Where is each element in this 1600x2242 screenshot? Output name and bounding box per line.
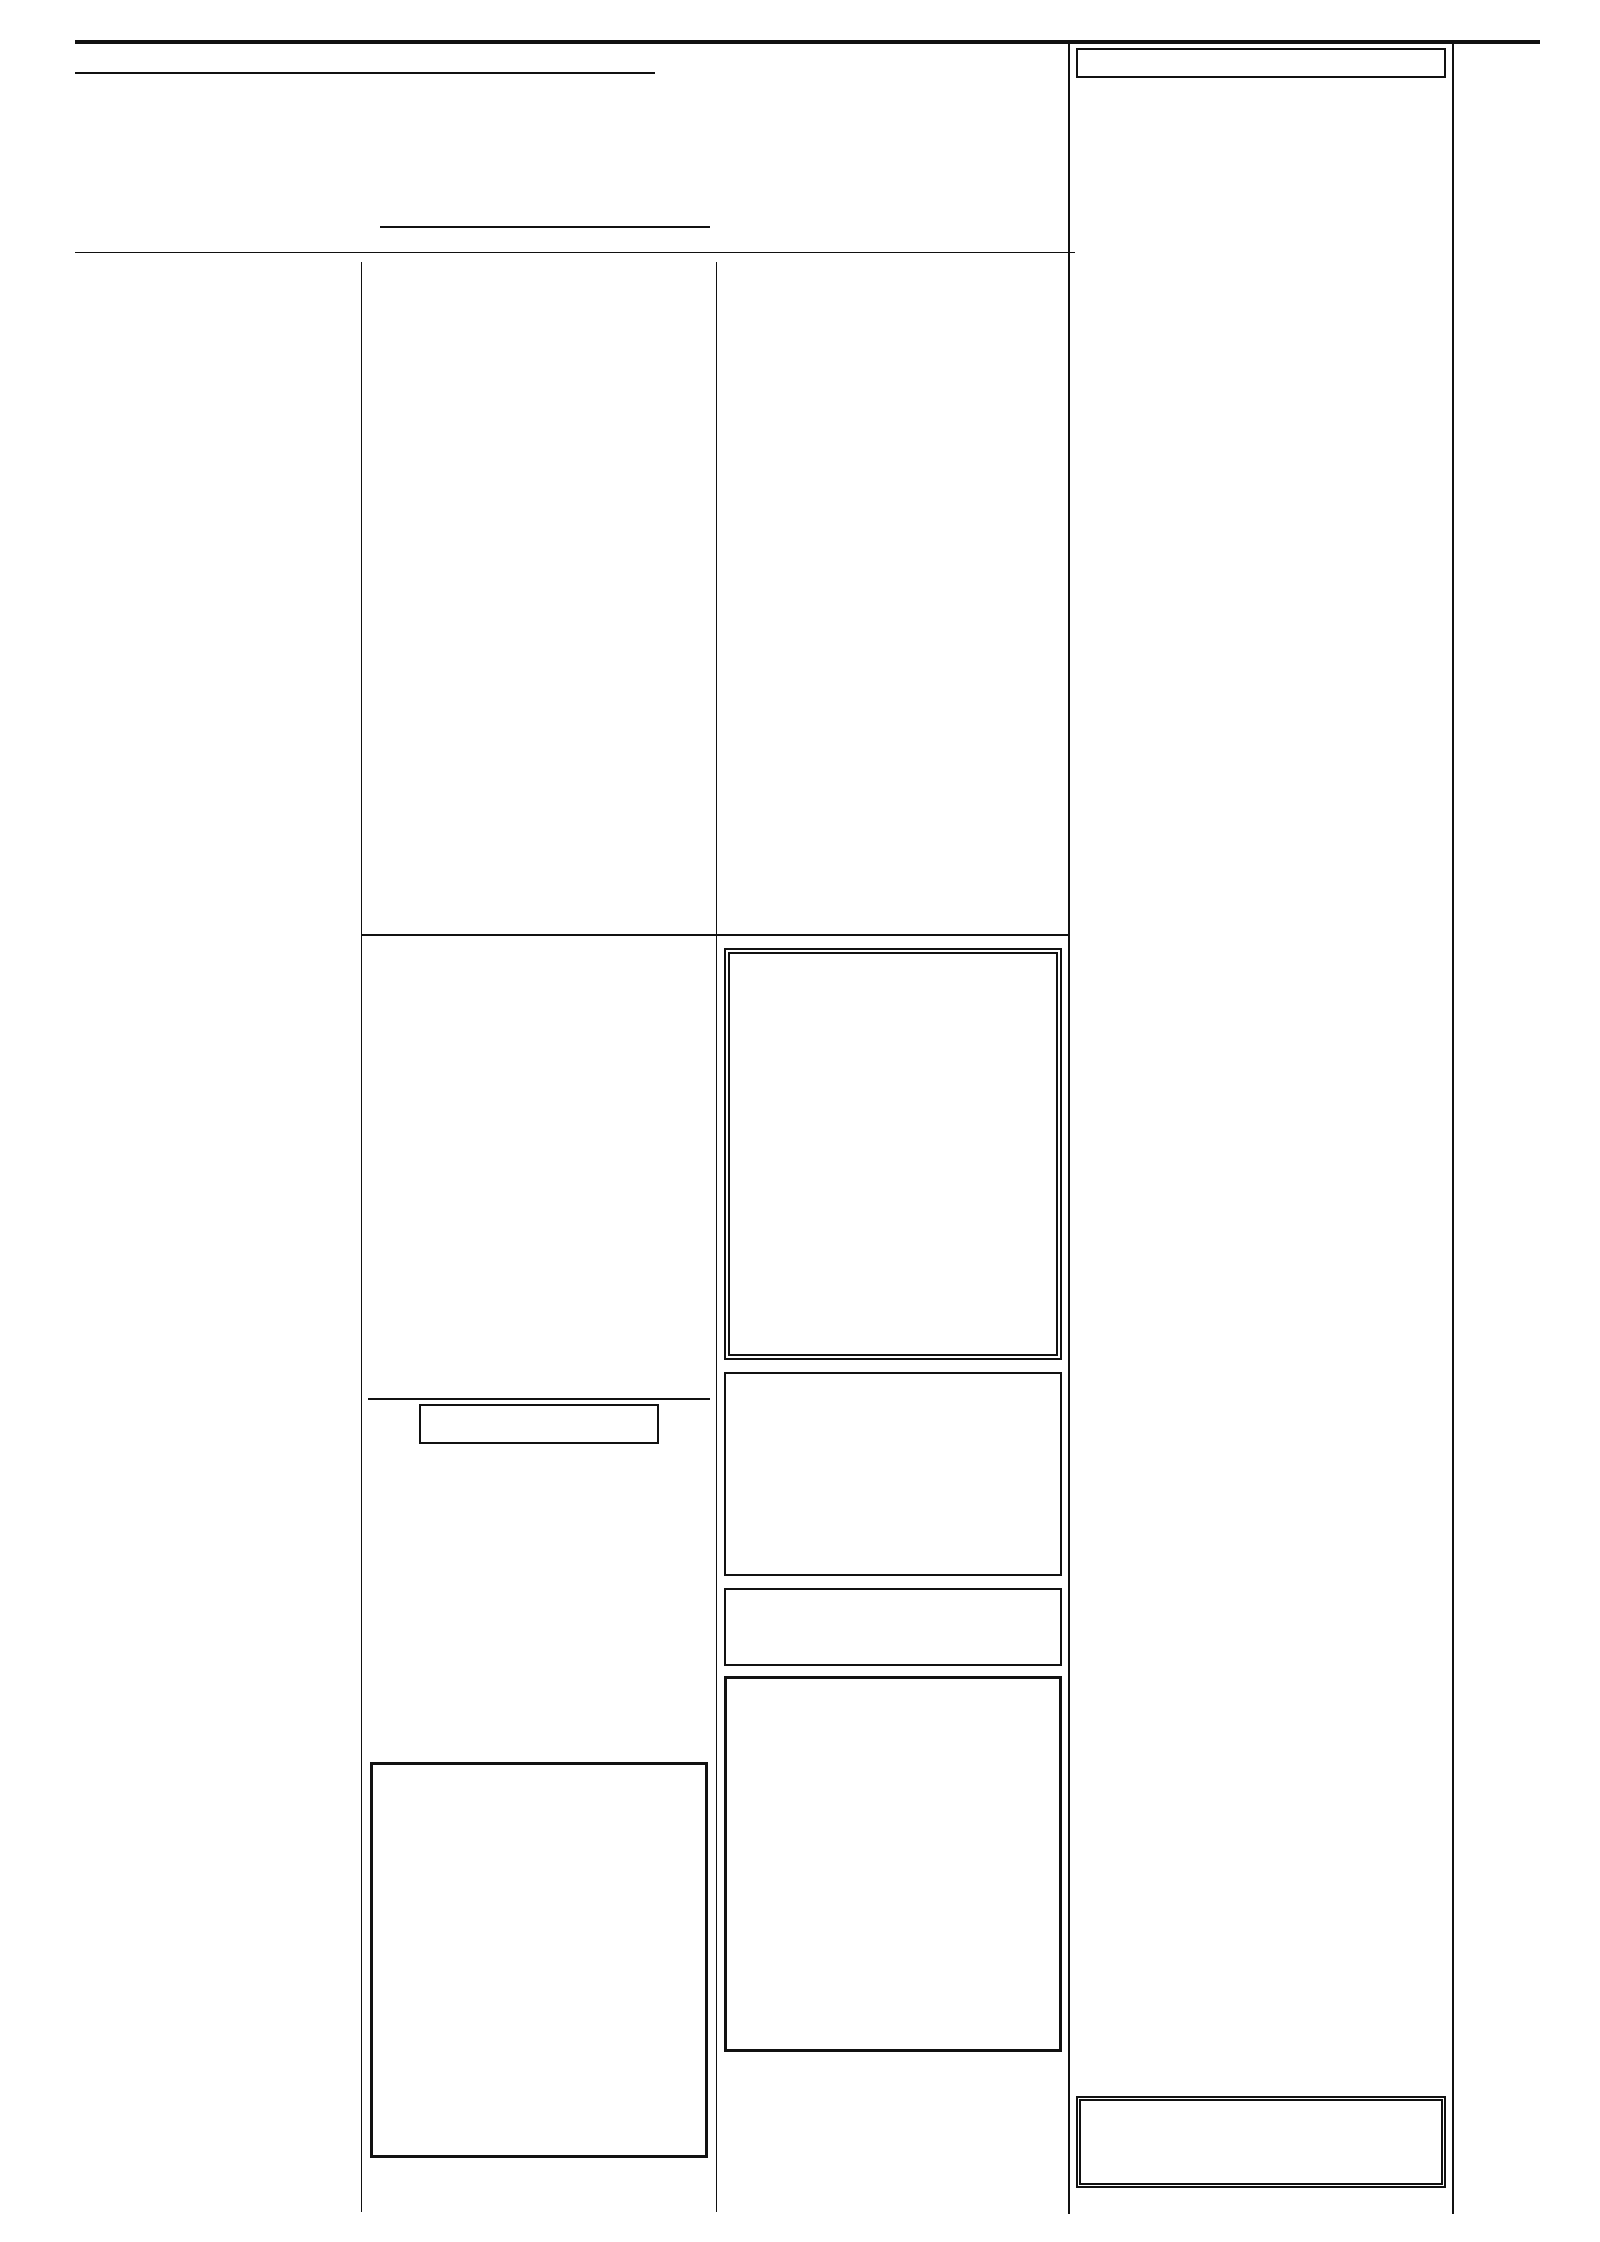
column-divider <box>716 262 717 2212</box>
mixanimata-ad <box>724 1372 1062 1576</box>
headline-rule <box>380 226 710 228</box>
trapeza-ad <box>724 948 1062 1360</box>
xristou-ad <box>724 1676 1062 2052</box>
nomikon-ad <box>724 1588 1062 1666</box>
iatroi-header <box>1076 48 1446 78</box>
column-divider <box>1452 44 1454 2214</box>
column-divider <box>361 262 362 2212</box>
notice-rule <box>368 1398 710 1400</box>
apothiki-notice <box>368 948 710 956</box>
article-column-3 <box>722 262 1062 902</box>
header-underline <box>75 72 655 74</box>
section-rule <box>362 934 1068 936</box>
article-column-2 <box>368 262 710 962</box>
kicker-rule <box>75 252 1075 253</box>
thira-ad <box>370 1762 708 2158</box>
gounarika-ad <box>368 1404 710 1450</box>
kozoulits-ad <box>1460 48 1540 58</box>
gounarika-title-box <box>419 1404 659 1444</box>
column-divider <box>1068 44 1070 2214</box>
potaris-ad <box>1076 2096 1446 2188</box>
iatroi-list <box>1076 84 1446 1974</box>
top-rule <box>75 40 1540 44</box>
article-column-1 <box>75 262 355 2202</box>
